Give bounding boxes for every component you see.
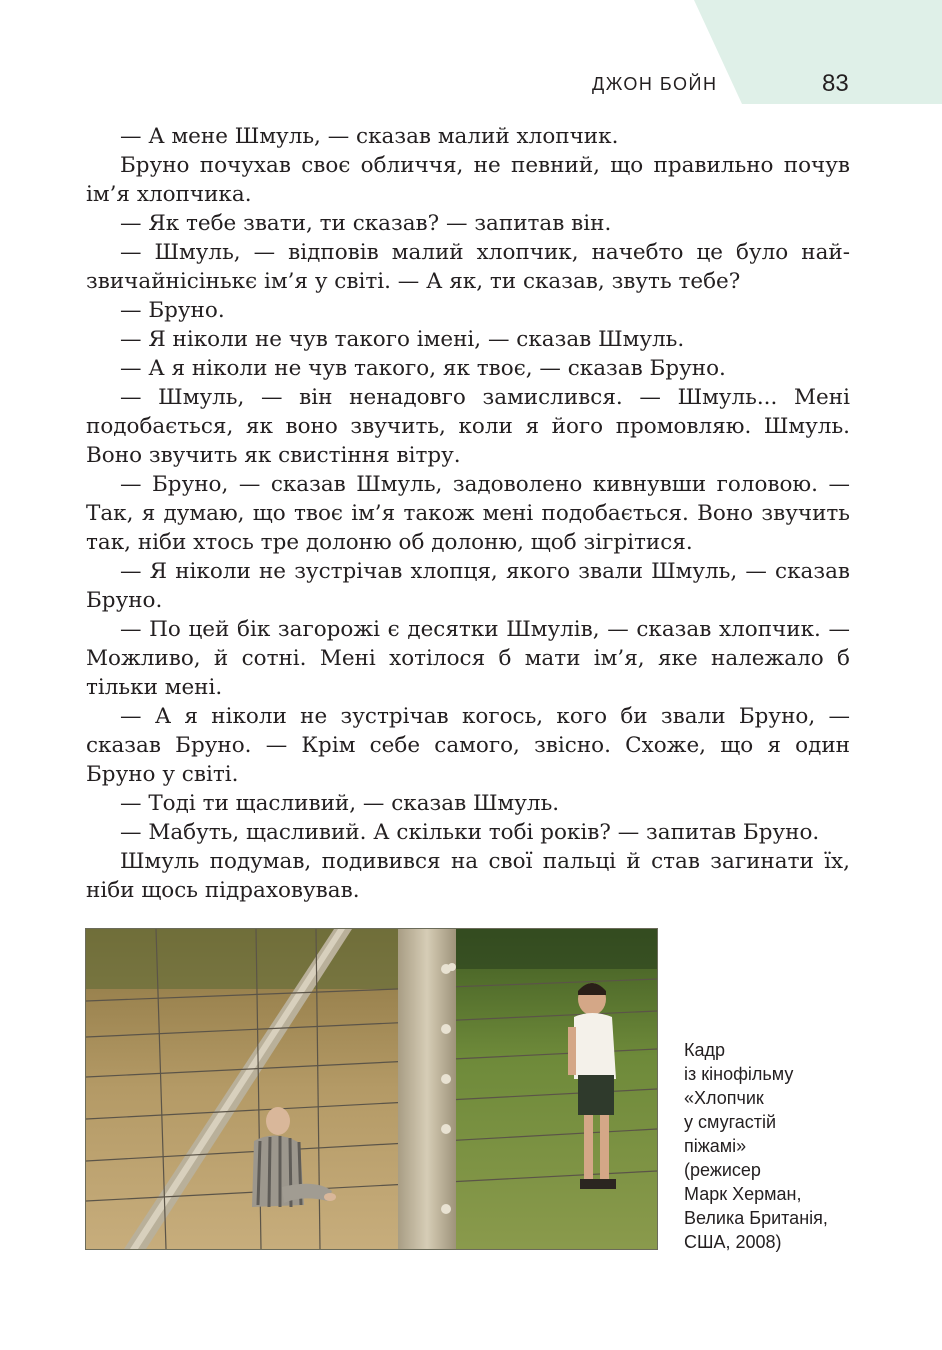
paragraph: — Тоді ти щасливий, — сказав Шмуль. xyxy=(120,791,560,816)
caption-line: Велика Британія, xyxy=(684,1208,828,1228)
caption-line: із кінофільму xyxy=(684,1064,794,1084)
story-text xyxy=(86,122,850,905)
paragraph: — Бруно. xyxy=(120,298,225,323)
figure-caption xyxy=(684,1038,884,1254)
paragraph: — Шмуль, — він ненадовго замислився. — Шмуль... Мені подобається, як воно звучить, коли я його промовляю. Шмуль. Воно звучить як свистіння вітру. xyxy=(86,385,850,468)
caption-line: «Хлопчик xyxy=(684,1088,764,1108)
page-number: 83 xyxy=(822,70,849,97)
caption-line: Марк Херман, xyxy=(684,1184,802,1204)
paragraph: — Мабуть, щасливий. А скільки тобі років? — запитав Бруно. xyxy=(120,820,820,845)
caption-line: Кадр xyxy=(684,1040,726,1060)
paragraph: — По цей бік загорожі є десятки Шмулів, — сказав хлопчик. — Можливо, й сотні. Мені хотілося б мати ім’я, яке належало б тільки мені. xyxy=(86,617,850,700)
paragraph: — Як тебе звати, ти сказав? — запитав він. xyxy=(120,211,612,236)
paragraph: — Я ніколи не чув такого імені, — сказав Шмуль. xyxy=(120,327,685,352)
paragraph: — Я ніколи не зустрічав хлопця, якого звали Шмуль, — сказав Бруно. xyxy=(86,559,850,613)
header-tab-background xyxy=(0,0,942,104)
paragraph: Шмуль подумав, подивився на свої пальці й став загинати їх, ніби щось підраховував. xyxy=(86,849,850,903)
paragraph: — А мене Шмуль, — сказав малий хлопчик. xyxy=(120,124,619,149)
header-tab-shape xyxy=(694,0,942,104)
paragraph: — Бруно, — сказав Шмуль, задоволено кивнувши головою. — Так, я думаю, що твоє ім’я також мені подобається. Воно звучить так, ніби хтось тре долоню об долоню, щоб зігрітися. xyxy=(86,472,850,555)
paragraph: Бруно почухав своє обличчя, не певний, що правильно почув ім’я хлопчика. xyxy=(86,153,850,207)
caption-line: (режисер xyxy=(684,1160,761,1180)
paragraph: — А я ніколи не зустрічав когось, кого би звали Бруно, — сказав Бруно. — Крім себе самого, звісно. Схоже, що я один Бруно у світі. xyxy=(86,704,850,787)
caption-line: піжамі» xyxy=(684,1136,747,1156)
paragraph: — А я ніколи не чув такого, як твоє, — сказав Бруно. xyxy=(120,356,726,381)
caption-line: у смугастій xyxy=(684,1112,777,1132)
paragraph: — Шмуль, — відповів малий хлопчик, начебто це було найзвичайнісінькє ім’я у світі. — А як, ти сказав, звуть тебе? xyxy=(86,240,850,294)
film-still-image xyxy=(85,928,658,1250)
caption-line: США, 2008) xyxy=(684,1232,782,1252)
running-header-author: ДЖОН БОЙН xyxy=(592,74,718,94)
